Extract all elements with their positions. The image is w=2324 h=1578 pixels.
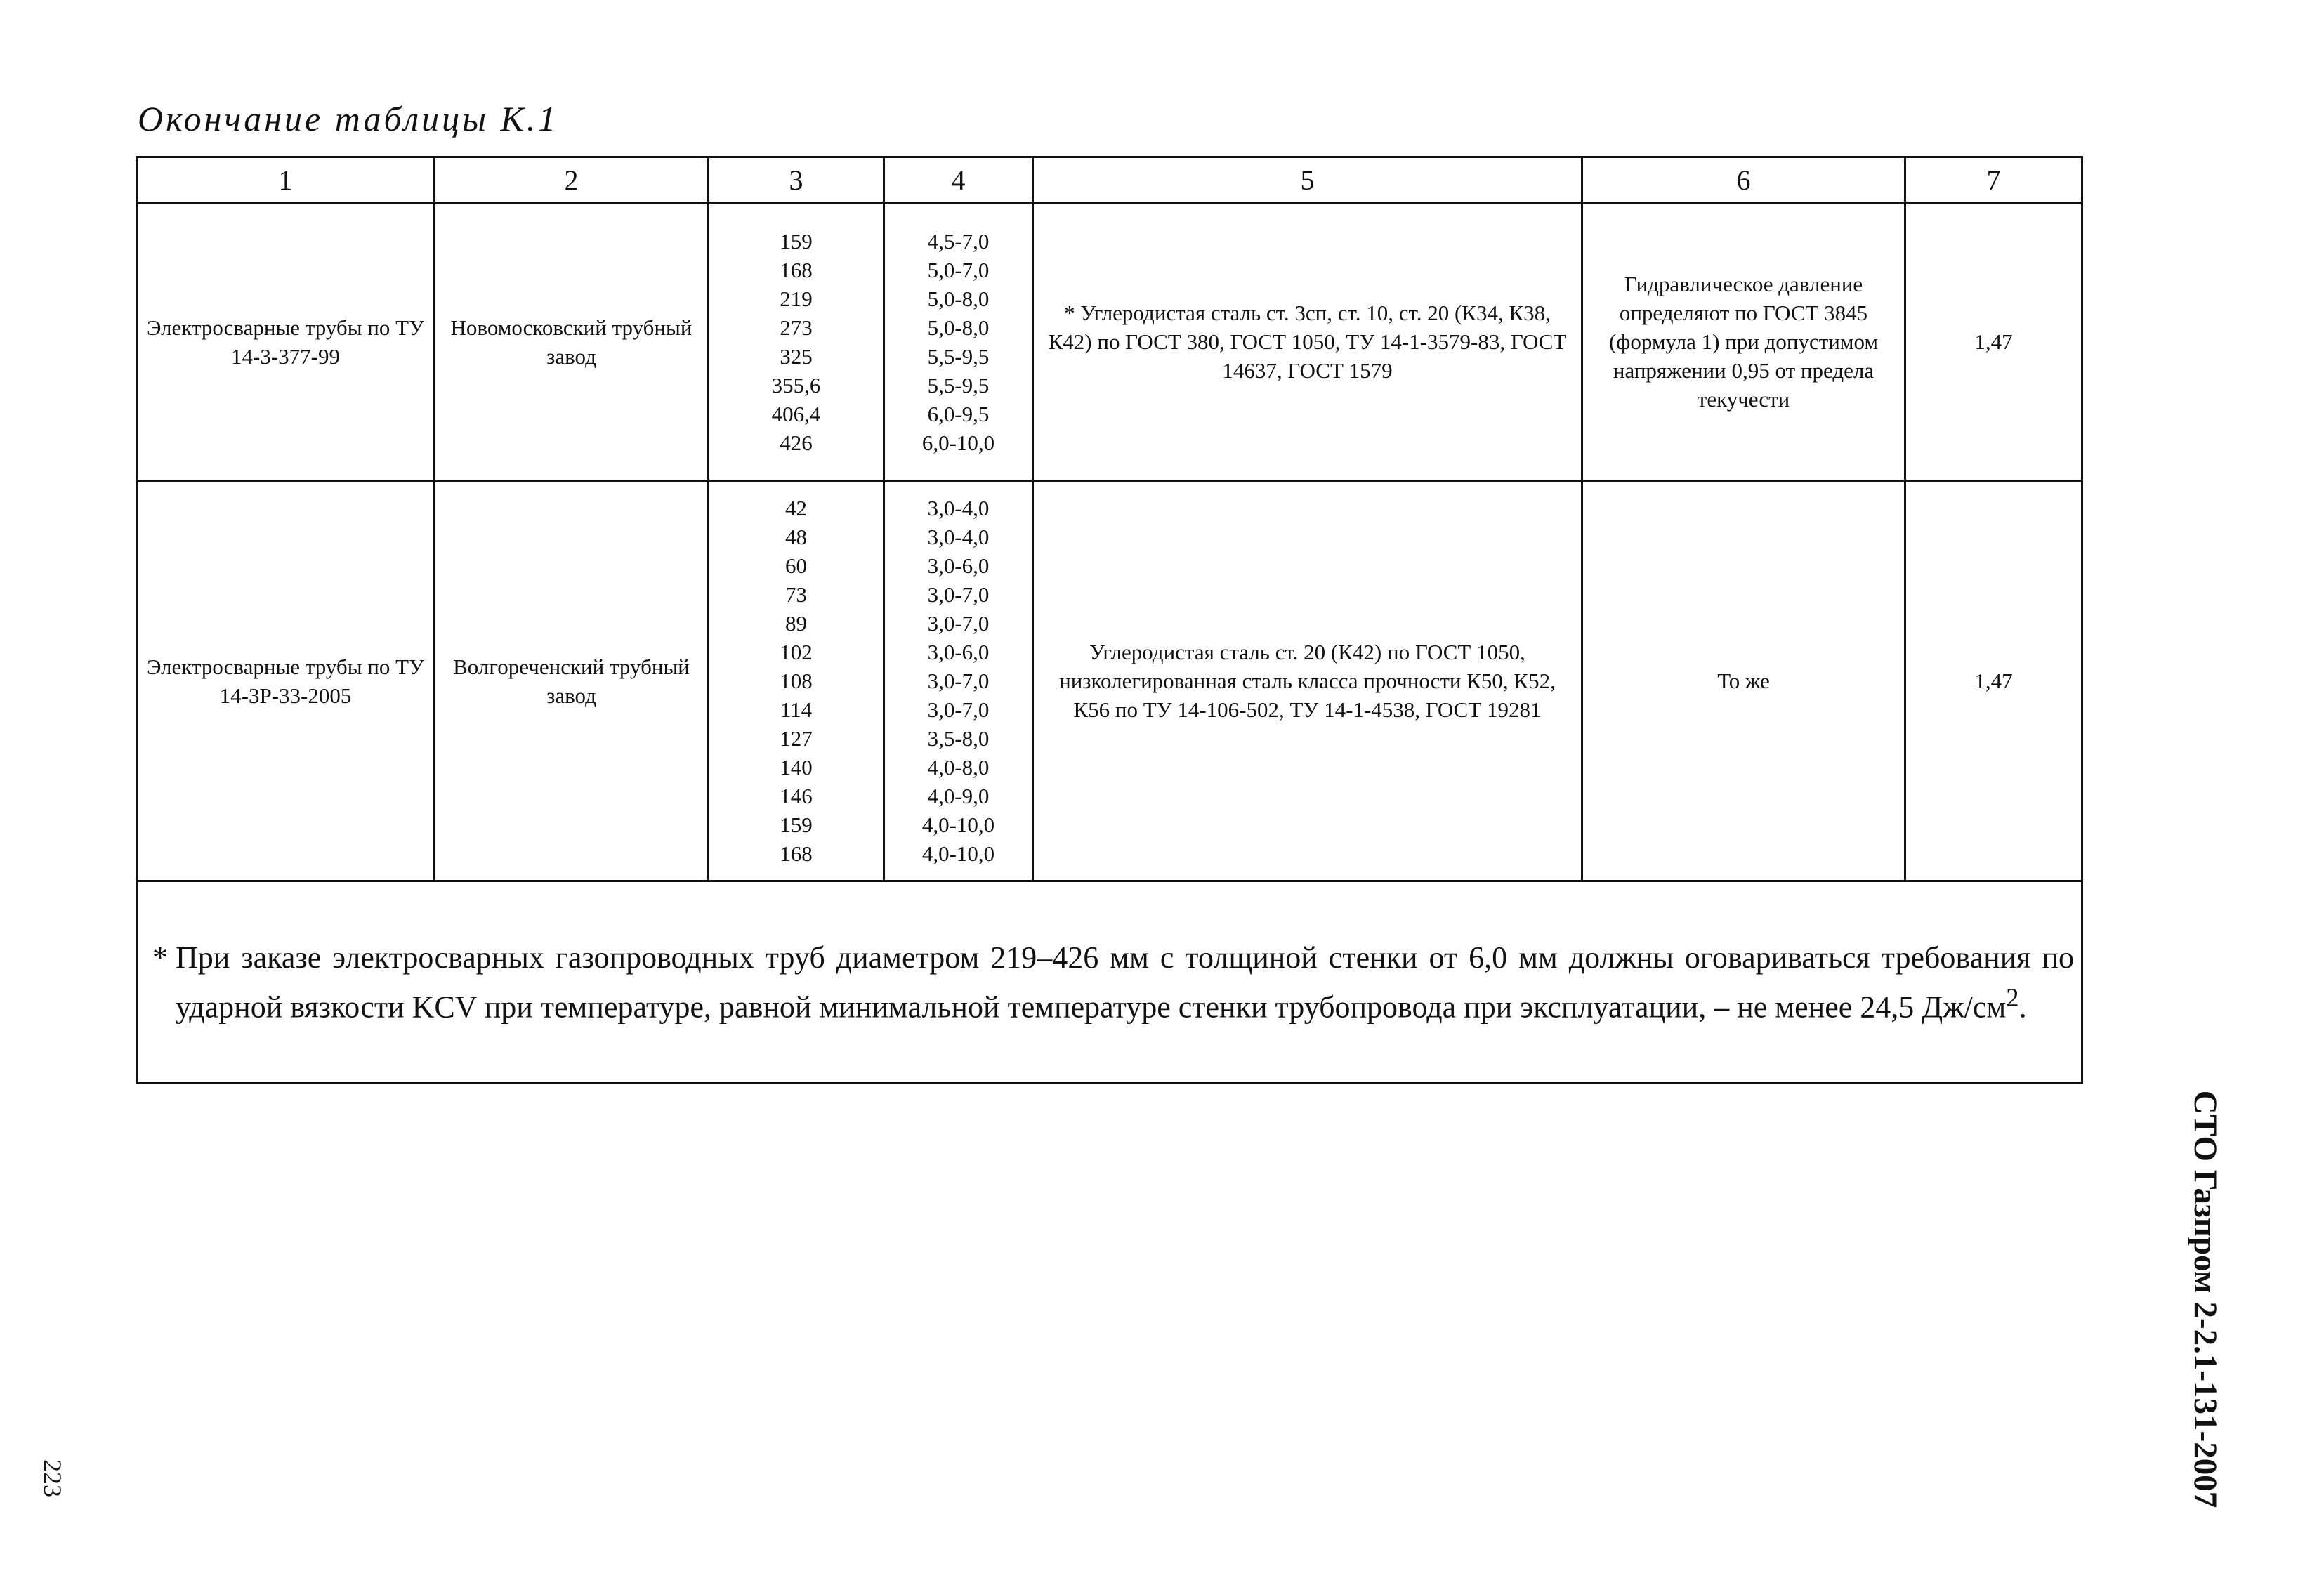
wall-value: 6,0-10,0 (921, 430, 995, 455)
header-row (137, 157, 2082, 203)
document-code-rotated (2156, 1090, 2254, 1508)
col-header: 1 (137, 157, 435, 203)
footnote-text: При заказе электросварных газопроводных труб диаметром 219–426 мм с толщиной стенки от 6,0 мм должны оговариваться требования по ударной вязкости KCV при температуре, равной минимальной температуре стенки трубопровода при эксплуатации, – не менее 24,5 Дж/см (176, 940, 2074, 1025)
pipe-table (136, 156, 2083, 1084)
wall-list (884, 481, 1033, 881)
wall-value: 3,0-7,0 (927, 697, 990, 722)
wall-value: 5,0-8,0 (927, 286, 990, 311)
wall-value: 5,5-9,5 (927, 372, 990, 397)
diameter-value: 426 (780, 430, 813, 455)
wall-value: 3,0-6,0 (927, 553, 990, 578)
diameter-value: 140 (780, 755, 813, 780)
wall-value: 5,5-9,5 (927, 343, 990, 369)
product-cell: Электросварные трубы по ТУ 14-3-377-99 (137, 203, 435, 481)
col-header: 2 (435, 157, 709, 203)
wall-value: 4,0-10,0 (921, 813, 995, 837)
col-header: 3 (709, 157, 884, 203)
wall-value: 4,0-8,0 (927, 755, 990, 780)
col-header: 5 (1033, 157, 1582, 203)
diameter-value: 168 (780, 841, 813, 866)
wall-value: 5,0-7,0 (927, 257, 990, 282)
footnote-star: * (152, 940, 168, 975)
diameter-value: 108 (780, 669, 813, 693)
diameter-value: 406,4 (771, 401, 821, 426)
diameter-value: 325 (780, 343, 813, 369)
wall-value: 3,0-7,0 (927, 582, 990, 607)
diameter-list (709, 481, 884, 881)
diameter-value: 168 (780, 257, 813, 282)
diameter-value: 219 (780, 286, 813, 311)
wall-value: 3,5-8,0 (927, 726, 990, 751)
wall-list (884, 203, 1033, 481)
table-caption: Окончание таблицы К.1 (138, 99, 559, 138)
diameter-value: 159 (780, 813, 813, 837)
diameter-value: 273 (780, 315, 813, 340)
wall-value: 4,0-10,0 (921, 841, 995, 866)
table-row (137, 481, 2082, 881)
value-cell: 1,47 (1905, 481, 2082, 881)
wall-value: 5,0-8,0 (927, 315, 990, 340)
footnote-row (137, 881, 2082, 1084)
wall-value: 3,0-6,0 (927, 640, 990, 664)
pressure-cell: То же (1582, 481, 1905, 881)
footnote-cell (137, 881, 2082, 1084)
product-cell: Электросварные трубы по ТУ 14-3Р-33-2005 (137, 481, 435, 881)
diameter-value: 48 (785, 525, 807, 549)
diameter-value: 102 (780, 640, 813, 664)
col-header: 6 (1582, 157, 1905, 203)
steel-cell: * Углеродистая сталь ст. 3сп, ст. 10, ст. 20 (К34, К38, К42) по ГОСТ 380, ГОСТ 1050, ТУ 14-1-3579-83, ГОСТ 14637, ГОСТ 1579 (1033, 203, 1582, 481)
diameter-value: 146 (780, 784, 813, 808)
footnote-body (176, 938, 2074, 1027)
steel-cell: Углеродистая сталь ст. 20 (К42) по ГОСТ 1050, низколегированная сталь класса прочности К50, К52, К56 по ТУ 14-106-502, ТУ 14-1-4538, ГОСТ 19281 (1033, 481, 1582, 881)
wall-value: 3,0-4,0 (927, 496, 990, 520)
diameter-value: 73 (785, 582, 807, 607)
page-number: 223 (39, 1459, 67, 1497)
document-code: СТО Газпром 2-2.1-131-2007 (2187, 1090, 2224, 1508)
diameter-value: 127 (780, 726, 813, 751)
pressure-cell: Гидравлическое давление определяют по ГОСТ 3845 (формула 1) при допустимом напряжении 0,95 от предела текучести (1582, 203, 1905, 481)
manufacturer-cell: Волгореченский трубный завод (435, 481, 709, 881)
wall-value: 3,0-7,0 (927, 669, 990, 693)
diameter-list (709, 203, 884, 481)
wall-value: 4,0-9,0 (927, 784, 990, 808)
diameter-value: 159 (780, 228, 813, 254)
diameter-value: 114 (780, 697, 813, 722)
diameter-value: 355,6 (771, 372, 821, 397)
diameter-value: 60 (785, 553, 807, 578)
wall-value: 4,5-7,0 (927, 228, 990, 254)
table-row (137, 203, 2082, 481)
footnote-superscript: 2 (2006, 982, 2019, 1012)
page-number-rotated (21, 1447, 84, 1510)
wall-value: 3,0-7,0 (927, 611, 990, 636)
wall-value: 6,0-9,5 (927, 401, 990, 426)
col-header: 7 (1905, 157, 2082, 203)
wall-value: 3,0-4,0 (927, 525, 990, 549)
value-cell: 1,47 (1905, 203, 2082, 481)
diameter-value: 89 (785, 611, 807, 636)
diameter-value: 42 (785, 496, 807, 520)
manufacturer-cell: Новомосковский трубный завод (435, 203, 709, 481)
footnote-end: . (2018, 989, 2027, 1025)
col-header: 4 (884, 157, 1033, 203)
